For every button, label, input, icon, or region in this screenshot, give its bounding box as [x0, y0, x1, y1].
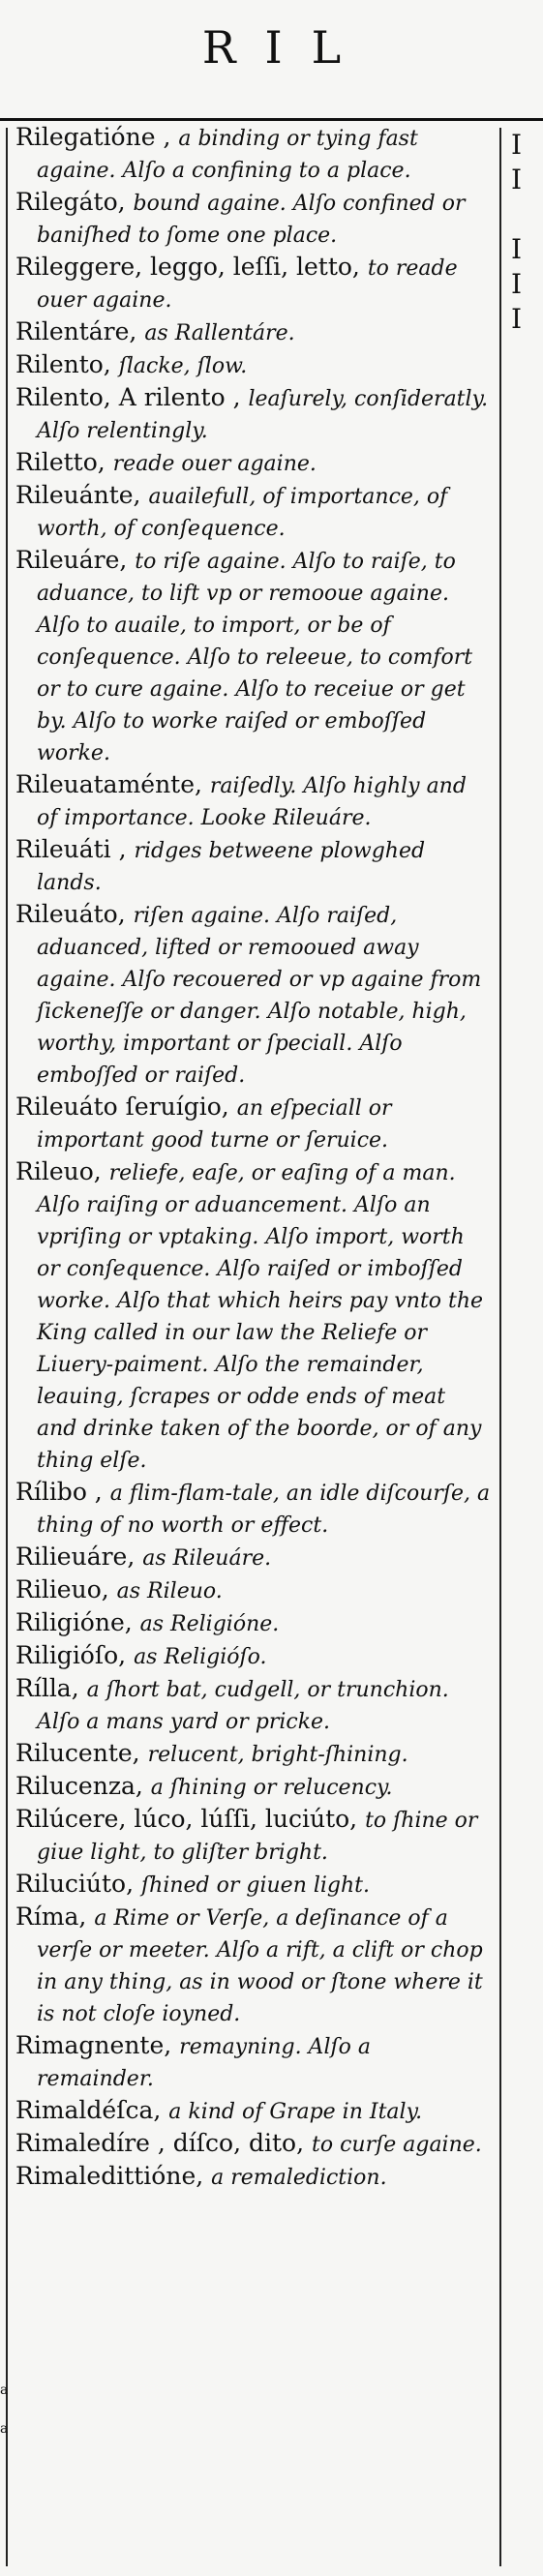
- right-fragment: I: [511, 164, 523, 195]
- dictionary-entry: [15, 1771, 492, 1803]
- dictionary-entry: [15, 1738, 492, 1770]
- entry-definition: a kind of Grape in Italy.: [168, 2100, 423, 2124]
- dictionary-entry: [15, 382, 492, 446]
- entry-definition: as Religióne.: [139, 1612, 280, 1636]
- right-fragment: I: [511, 303, 523, 335]
- right-fragment: I: [511, 129, 523, 161]
- dictionary-entry: [15, 1607, 492, 1639]
- dictionary-entry: [15, 2095, 492, 2127]
- entry-definition: to riſe againe. Alſo to raiſe, to aduance, to lift vp or remooue againe. Alſo to auaile, to import, or be of conſequence. Alſo to releeue, to comfort or to cure againe. Alſo to receiue or get by. Alſo to worke raiſed or emboſſed worke.: [37, 550, 473, 765]
- dictionary-entry: [15, 187, 492, 251]
- dictionary-entry: [15, 1477, 492, 1541]
- entry-headword: Rilentáre,: [15, 317, 145, 345]
- entry-headword: Rílibo ,: [15, 1478, 110, 1506]
- dictionary-entry: [15, 545, 492, 768]
- entry-headword: Rilento, A rilento ,: [15, 383, 249, 411]
- entry-definition: riſen againe. Alſo raiſed, aduanced, lifted or remooued away againe. Alſo recouered or vp againe from ſickeneſſe or danger. Alſo notable, high, worthy, important or ſpeciall. Alſo emboſſed or raiſed.: [37, 904, 482, 1088]
- entry-headword: Riligióſo,: [15, 1641, 135, 1669]
- entry-headword: Rilieuáre,: [15, 1543, 143, 1571]
- dictionary-entry: [15, 1542, 492, 1573]
- entry-headword: Riligióne,: [15, 1608, 140, 1636]
- entry-headword: Rileuo,: [15, 1157, 109, 1185]
- entry-definition: ridges betweene plowghed lands.: [37, 839, 426, 895]
- right-fragment: I: [511, 233, 523, 265]
- entry-headword: Rilegáto,: [15, 188, 134, 216]
- entry-definition: a ſhining or relucency.: [150, 1776, 393, 1800]
- entry-headword: Rilegatióne ,: [15, 123, 179, 151]
- entry-headword: Rilieuo,: [15, 1575, 117, 1603]
- entry-headword: Rilucenza,: [15, 1772, 151, 1800]
- entry-definition: leaſurely, conſideratly. Alſo relentingly.: [37, 387, 489, 443]
- dictionary-entry: [15, 769, 492, 833]
- dictionary-entry: [15, 349, 492, 381]
- right-column-fragments: [511, 128, 540, 337]
- entry-definition: a binding or tying fast againe. Alſo a confining to a place.: [37, 127, 418, 183]
- entry-definition: auailefull, of importance, of worth, of conſequence.: [37, 485, 448, 541]
- dictionary-entry: [15, 1804, 492, 1868]
- entry-headword: Rílla,: [15, 1674, 87, 1702]
- entry-definition: a Rime or Verſe, a deſinance of a verſe or meeter. Alſo a rift, a clift or chop in any thing, as in wood or ſtone where it is not cloſe ioyned.: [37, 1906, 483, 2026]
- right-column-rule: [499, 128, 501, 2566]
- left-fragment: a: [0, 2421, 9, 2437]
- entry-headword: Rilúcere, lúco, lúſſi, luciúto,: [15, 1805, 366, 1833]
- dictionary-entry: [15, 1869, 492, 1901]
- entry-headword: Rilucente,: [15, 1739, 148, 1767]
- right-fragment: I: [511, 268, 523, 300]
- dictionary-entry: [15, 1902, 492, 2029]
- entry-headword: Rileuáto ſeruígio,: [15, 1093, 237, 1121]
- entry-headword: Rilento,: [15, 350, 119, 378]
- dictionary-entry: [15, 2030, 492, 2094]
- dictionary-entry: [15, 316, 492, 348]
- entry-definition: a ſhort bat, cudgell, or trunchion. Alſo a mans yard or pricke.: [37, 1678, 449, 1734]
- entry-definition: raiſedly. Alſo highly and of importance. Looke Rileuáre.: [37, 774, 467, 830]
- dictionary-entry: [15, 2128, 492, 2160]
- entry-headword: Riluciúto,: [15, 1870, 142, 1898]
- right-fragment-gap: [511, 197, 540, 232]
- dictionary-entry: [15, 1092, 492, 1155]
- entry-headword: Rileuáre,: [15, 546, 136, 574]
- dictionary-entry: [15, 447, 492, 479]
- entry-headword: Rileggere, leggo, leſſi, letto,: [15, 253, 368, 281]
- dictionary-entry: [15, 1640, 492, 1672]
- entry-definition: as Rileuáre.: [142, 1546, 272, 1571]
- entry-headword: Rimaledittióne,: [15, 2162, 212, 2190]
- entry-definition: as Rileuo.: [116, 1579, 223, 1603]
- page-title: RIL: [201, 21, 371, 74]
- entry-definition: to reade ouer againe.: [37, 256, 458, 313]
- page-header: [0, 0, 543, 97]
- dictionary-entry: [15, 1673, 492, 1737]
- entry-definition: ſlacke, ſlow.: [118, 354, 248, 378]
- dictionary-entry: [15, 480, 492, 544]
- entry-definition: relucent, bright-ſhining.: [147, 1743, 408, 1767]
- entry-definition: reliefe, eaſe, or eaſing of a man. Alſo raiſing or aduancement. Alſo an vpriſing or vptaking. Alſo import, worth or conſequence. Alſo raiſed or imboſſed worke. Alſo that which heirs pay vnto the King called in our law the Reliefe or Liuery-paiment. Alſo the remainder, leauing, ſcrapes or odde ends of meat and drinke taken of the boorde, or of any thing elſe.: [37, 1161, 484, 1473]
- left-fragment: a: [0, 2382, 9, 2398]
- dictionary-entry: [15, 1156, 492, 1476]
- left-column-rule: [6, 128, 8, 2566]
- entry-headword: Rimaldéſca,: [15, 2096, 169, 2124]
- dictionary-entry: [15, 2161, 492, 2193]
- entry-headword: Rileuataménte,: [15, 770, 210, 798]
- dictionary-entry: [15, 1574, 492, 1606]
- entry-definition: a remalediction.: [211, 2166, 387, 2190]
- dictionary-entry: [15, 834, 492, 898]
- entry-definition: an eſpeciall or important good turne or ſeruice.: [37, 1096, 392, 1153]
- dictionary-entry: [15, 122, 492, 186]
- entry-definition: remayning. Alſo a remainder.: [37, 2035, 371, 2091]
- entry-headword: Ríma,: [15, 1902, 95, 1931]
- entry-headword: Rimaledíre , díſco, dito,: [15, 2129, 312, 2157]
- dictionary-entry: [15, 252, 492, 315]
- entry-headword: Rileuánte,: [15, 481, 149, 509]
- entry-definition: reade ouer againe.: [112, 452, 317, 476]
- entry-headword: Rileuáto,: [15, 900, 134, 928]
- entry-definition: to curſe againe.: [312, 2133, 482, 2157]
- entry-definition: ſhined or giuen light.: [141, 1873, 371, 1898]
- entry-definition: to ſhine or giue light, to gliſter bright.: [37, 1809, 478, 1865]
- entry-definition: as Rallentáre.: [144, 321, 295, 345]
- entry-headword: Rimagnente,: [15, 2031, 180, 2059]
- entry-definition: a flim-flam-tale, an idle diſcourſe, a thing of no worth or effect.: [37, 1482, 491, 1538]
- left-column-fragments: [0, 2371, 8, 2448]
- header-rule: [0, 118, 543, 121]
- entry-definition: bound againe. Alſo confined or baniſhed to ſome one place.: [37, 192, 466, 248]
- dictionary-entries: [15, 122, 492, 2194]
- dictionary-entry: [15, 899, 492, 1091]
- entry-headword: Rileuáti ,: [15, 835, 135, 863]
- entry-definition: as Religióſo.: [134, 1645, 267, 1669]
- entry-headword: Riletto,: [15, 448, 113, 476]
